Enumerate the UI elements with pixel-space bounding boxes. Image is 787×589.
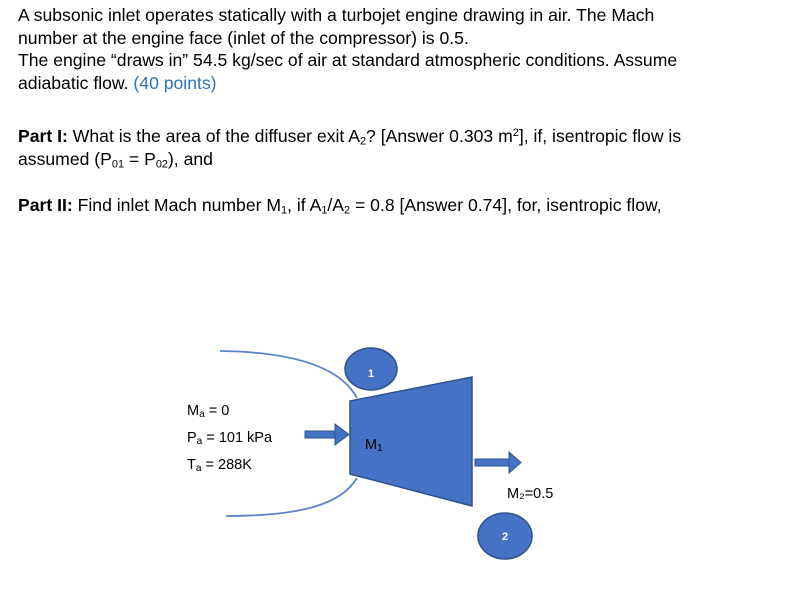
part-1-sub: 2	[359, 135, 367, 148]
part-2-text: , if A	[287, 195, 322, 215]
ambient-temperature-label	[187, 457, 252, 473]
part-2-label: Part II:	[18, 195, 73, 215]
upper-streamline	[220, 351, 357, 398]
part-1-text: ], if, isentropic flow is	[518, 126, 682, 146]
part-1-text: What is the area of the diffuser exit A	[67, 126, 360, 146]
part-2-text: = 0.8 [Answer 0.74], for, isentropic flow,	[350, 195, 662, 215]
points-label: (40 points)	[133, 72, 217, 93]
part-2-sub: 1	[321, 204, 328, 217]
intro-line-2: number at the engine face (inlet of the compressor) is 0.5.	[18, 27, 469, 48]
station-2-label: 2	[501, 531, 509, 543]
part-2-sub: 1	[281, 204, 288, 217]
subscript: a	[195, 463, 202, 475]
lower-streamline	[226, 478, 357, 516]
station-1-label: 1	[367, 368, 375, 380]
value: = 101 kPa	[202, 430, 273, 446]
part-1-text: ), and	[167, 148, 213, 169]
part-1-sub: 02	[155, 158, 168, 171]
outflow-arrow	[475, 452, 521, 473]
intro-line-3: The engine “draws in” 54.5 kg/sec of air at standard atmospheric conditions. Assume	[18, 50, 678, 71]
ambient-mach-label	[187, 403, 229, 419]
exit-mach-label: M₂=0.5	[507, 486, 554, 502]
part-1-sub: 01	[111, 158, 125, 171]
symbol: M	[187, 403, 200, 419]
intro-line-1: A subsonic inlet operates statically with a turbojet engine drawing in air. The Mach	[18, 5, 655, 25]
subscript: 1	[377, 443, 383, 455]
part-1-text: ? [Answer 0.303 m	[366, 126, 513, 146]
symbol: M	[365, 437, 378, 453]
symbol: T	[187, 457, 196, 473]
part-2-sub: 2	[344, 204, 351, 217]
part-1-label: Part I:	[18, 126, 68, 146]
part-1-text: assumed (P	[18, 148, 112, 169]
intro-line-4: adiabatic flow.	[18, 72, 129, 93]
subscript: a	[199, 409, 205, 421]
inflow-arrow	[305, 424, 349, 445]
ambient-pressure-label	[187, 430, 272, 446]
part-2-text: /A	[327, 195, 345, 215]
subscript: a	[196, 436, 203, 448]
inlet-mach-label	[365, 437, 383, 453]
part-2-text: Find inlet Mach number M	[72, 195, 282, 215]
part-1-text: = P	[124, 148, 156, 169]
value: = 0	[204, 403, 230, 419]
part-1-sup: 2	[512, 127, 519, 139]
symbol: P	[187, 430, 197, 446]
value: = 288K	[201, 457, 252, 473]
